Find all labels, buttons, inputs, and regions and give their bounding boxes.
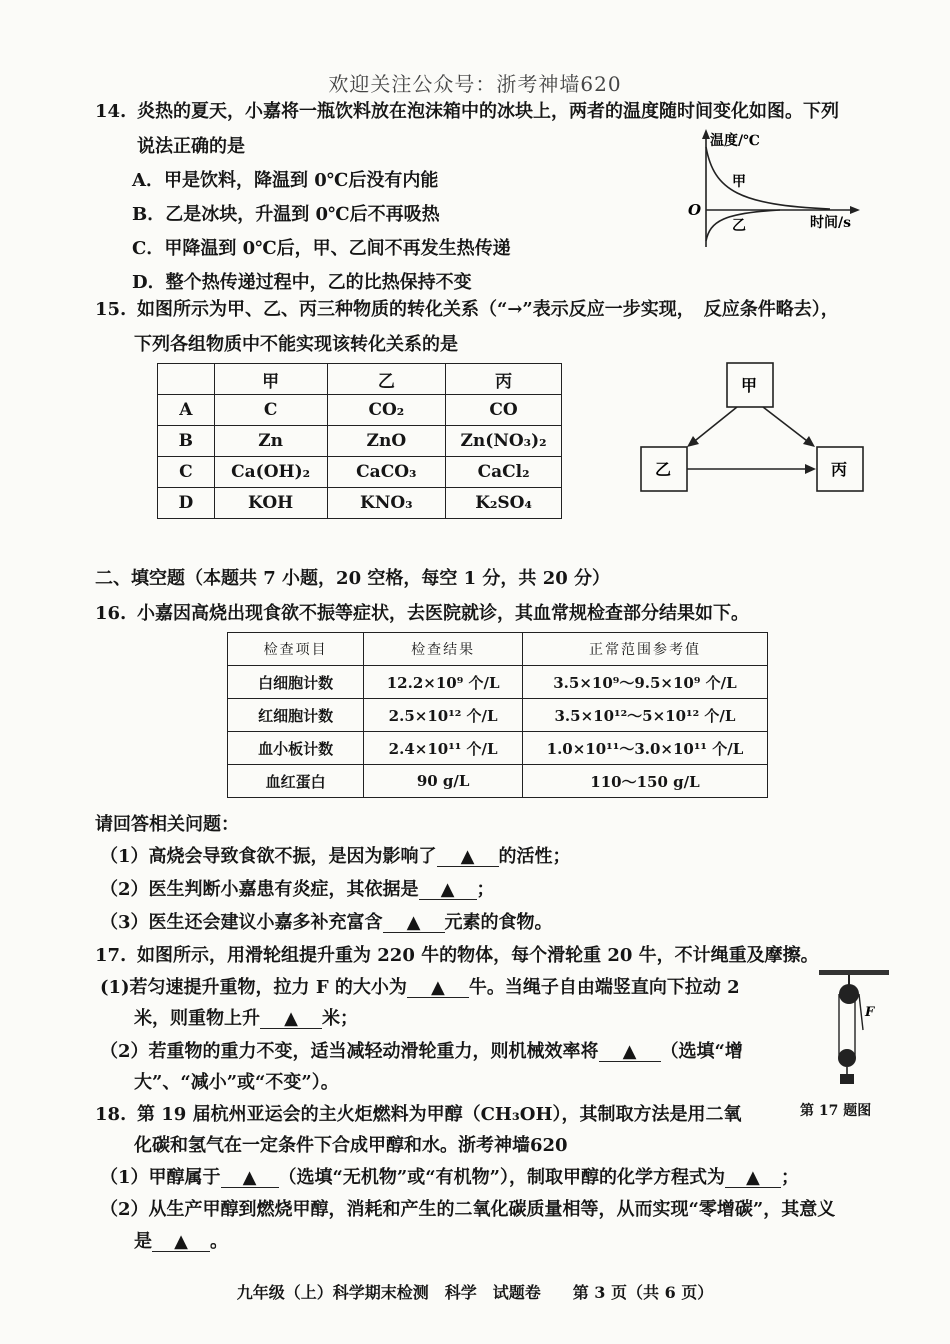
- table-cell: 血红蛋白: [228, 765, 364, 798]
- table-cell: 丙: [446, 364, 562, 395]
- table-cell: ZnO: [327, 426, 446, 457]
- q17-stem-line: [95, 941, 819, 967]
- table-row: [228, 732, 768, 765]
- q16-sub1-tail: 的活性；: [498, 846, 571, 867]
- x-axis-arrow: [850, 206, 860, 214]
- table-cell: 90 g/L: [364, 765, 523, 798]
- q17-pulley-figure: [815, 966, 895, 1092]
- table-cell: C: [214, 395, 327, 426]
- q18-sub2-line1: （2）从生产甲醇到燃烧甲醇，消耗和产生的二氧化碳质量相等，从而实现“零增碳”，其意义: [100, 1199, 836, 1220]
- q15-stem2: 下列各组物质中不能实现该转化关系的是: [134, 334, 458, 355]
- watermark: 欢迎关注公众号：浙考神墙620: [328, 72, 622, 96]
- q16-sub1: [100, 842, 571, 868]
- q17-sub1-text: (1)若匀速提升重物，拉力 F 的大小为: [100, 977, 407, 998]
- fixed-pulley: [839, 984, 859, 1004]
- weight: [840, 1074, 854, 1084]
- arrow-jia-to-bing: [763, 407, 811, 444]
- q15-stem1: 如图所示为甲、乙、丙三种物质的转化关系（“→”表示反应一步实现， 反应条件略去），: [137, 299, 839, 320]
- q17-sub1-line2: [134, 1004, 358, 1030]
- q14-option-a: A．甲是饮料，降温到 0℃后没有内能: [132, 170, 439, 191]
- table-cell: 1.0×10¹¹～3.0×10¹¹ 个/L: [522, 732, 767, 765]
- q16-blood-test-table: [227, 632, 768, 798]
- answer-blank[interactable]: ▲: [725, 1169, 781, 1188]
- table-row: [228, 699, 768, 732]
- y-axis-label: 温度/℃: [710, 133, 760, 149]
- origin-label: O: [688, 201, 702, 219]
- q16-stem-line: [95, 599, 749, 625]
- table-cell: Zn(NO₃)₂: [446, 426, 562, 457]
- q17-figure-caption: 第 17 题图: [800, 1103, 872, 1119]
- table-cell: 白细胞计数: [228, 666, 364, 699]
- table-cell: 检查项目: [228, 633, 364, 666]
- q17-sub2-line2: 大”、“减小”或“不变”）。: [134, 1072, 339, 1093]
- q18-sub1-text: （1）甲醇属于: [100, 1167, 221, 1188]
- curve-jia-label: 甲: [732, 174, 746, 190]
- q17-stem: 如图所示，用滑轮组提升重为 220 牛的物体，每个滑轮重 20 牛，不计绳重及摩擦。: [137, 945, 819, 966]
- table-cell: 血小板计数: [228, 732, 364, 765]
- q16-prompt: 请回答相关问题：: [95, 814, 239, 835]
- q17-sub2-line1: [100, 1037, 743, 1063]
- table-cell: 110～150 g/L: [522, 765, 767, 798]
- q16-sub2-text: （2）医生判断小嘉患有炎症，其依据是: [100, 879, 419, 900]
- x-axis-label: 时间/s: [810, 215, 851, 231]
- table-cell: 12.2×10⁹ 个/L: [364, 666, 523, 699]
- q15-stem-line1: [95, 295, 839, 321]
- table-cell: KOH: [214, 488, 327, 519]
- answer-blank[interactable]: ▲: [260, 1010, 322, 1029]
- table-cell: CO: [446, 395, 562, 426]
- table-cell: KNO₃: [327, 488, 446, 519]
- q16-sub3-tail: 元素的食物。: [444, 912, 553, 933]
- table-cell: CO₂: [327, 395, 446, 426]
- curve-jia: [706, 147, 830, 209]
- label-yi: 乙: [655, 460, 672, 479]
- q15-conversion-diagram: [636, 360, 866, 500]
- label-bing: 丙: [831, 460, 848, 479]
- answer-blank[interactable]: ▲: [221, 1169, 279, 1188]
- table-cell: Zn: [214, 426, 327, 457]
- answer-blank[interactable]: ▲: [599, 1043, 661, 1062]
- q14-option-d: D．整个热传递过程中，乙的比热保持不变: [132, 272, 472, 293]
- force-label: F: [865, 1005, 875, 1020]
- q18-stem2: 化碳和氢气在一定条件下合成甲醇和水。浙考神墙620: [134, 1135, 568, 1156]
- table-cell: D: [158, 488, 215, 519]
- q17-sub1-text2: 米，则重物上升: [134, 1008, 260, 1029]
- page-footer: 九年级（上）科学期末检测 科学 试题卷 第 3 页（共 6 页）: [236, 1283, 714, 1302]
- table-cell: Ca(OH)₂: [214, 457, 327, 488]
- table-row: [158, 426, 562, 457]
- q18-stem1: 第 19 届杭州亚运会的主火炬燃料为甲醇（CH₃OH），其制取方法是用二氧: [137, 1104, 742, 1125]
- arrowhead-jia-bing: [803, 436, 815, 447]
- q18-sub2-line2: [134, 1227, 228, 1253]
- q14-stem2: 说法正确的是: [137, 136, 245, 157]
- q18-sub1: [100, 1163, 799, 1189]
- table-cell: CaCO₃: [327, 457, 446, 488]
- table-cell: C: [158, 457, 215, 488]
- q15-table: [157, 363, 562, 519]
- q14-option-b: B．乙是冰块，升温到 0℃后不再吸热: [132, 204, 440, 225]
- q18-sub2-tail: 。: [210, 1231, 228, 1252]
- curve-yi-label: 乙: [732, 218, 746, 234]
- q17-number: 17.: [95, 945, 127, 966]
- answer-blank[interactable]: ▲: [407, 979, 469, 998]
- table-cell: 检查结果: [364, 633, 523, 666]
- q17-sub1-tail: 牛。当绳子自由端竖直向下拉动 2: [468, 977, 740, 998]
- q17-sub1-line1: [100, 973, 740, 999]
- table-row: [228, 666, 768, 699]
- q15-number: 15.: [95, 299, 127, 320]
- answer-blank[interactable]: ▲: [419, 881, 477, 900]
- q17-sub2-text: （2）若重物的重力不变，适当减轻动滑轮重力，则机械效率将: [100, 1041, 599, 1062]
- table-cell: [158, 364, 215, 395]
- rope-free-end: [859, 994, 863, 1030]
- table-cell: B: [158, 426, 215, 457]
- table-row: [158, 395, 562, 426]
- q16-sub2-tail: ；: [476, 879, 495, 900]
- table-cell: 甲: [214, 364, 327, 395]
- answer-blank[interactable]: ▲: [437, 848, 499, 867]
- answer-blank[interactable]: ▲: [152, 1233, 210, 1252]
- table-row: [158, 457, 562, 488]
- q16-sub1-text: （1）高烧会导致食欲不振，是因为影响了: [100, 846, 437, 867]
- q16-sub2: [100, 875, 495, 901]
- table-cell: CaCl₂: [446, 457, 562, 488]
- q14-number: 14.: [95, 101, 127, 122]
- ceiling: [819, 970, 889, 975]
- answer-blank[interactable]: ▲: [383, 914, 445, 933]
- table-cell: 红细胞计数: [228, 699, 364, 732]
- table-cell: 3.5×10⁹～9.5×10⁹ 个/L: [522, 666, 767, 699]
- q18-stem-line1: [95, 1100, 741, 1126]
- table-cell: 乙: [327, 364, 446, 395]
- q18-sub2-text: 是: [134, 1231, 152, 1252]
- q18-sub1-tail: ；: [780, 1167, 799, 1188]
- section-2-heading: 二、填空题（本题共 7 小题，20 空格，每空 1 分，共 20 分）: [95, 568, 611, 589]
- q14-stem-line1: [95, 97, 839, 123]
- table-row: [228, 765, 768, 798]
- label-jia: 甲: [741, 376, 758, 395]
- table-cell: K₂SO₄: [446, 488, 562, 519]
- arrowhead-yi-bing: [805, 464, 816, 474]
- q17-sub2-tail: （选填“增: [660, 1041, 743, 1062]
- q18-number: 18.: [95, 1104, 127, 1125]
- table-cell: A: [158, 395, 215, 426]
- q16-sub3: [100, 908, 553, 934]
- q18-sub1-mid: （选填“无机物”或“有机物”），制取甲醇的化学方程式为: [278, 1167, 725, 1188]
- q16-stem: 小嘉因高烧出现食欲不振等症状，去医院就诊，其血常规检查部分结果如下。: [137, 603, 749, 624]
- table-cell: 2.5×10¹² 个/L: [364, 699, 523, 732]
- q16-sub3-text: （3）医生还会建议小嘉多补充富含: [100, 912, 383, 933]
- q14-temperature-graph: [680, 125, 870, 255]
- arrow-jia-to-yi: [691, 407, 737, 444]
- q17-sub1-tail2: 米；: [322, 1008, 358, 1029]
- q14-option-c: C．甲降温到 0℃后，甲、乙间不再发生热传递: [132, 238, 511, 259]
- q14-stem1: 炎热的夏天，小嘉将一瓶饮料放在泡沫箱中的冰块上，两者的温度随时间变化如图。下列: [137, 101, 839, 122]
- table-cell: 正常范围参考值: [522, 633, 767, 666]
- table-cell: 3.5×10¹²～5×10¹² 个/L: [522, 699, 767, 732]
- table-row: [158, 488, 562, 519]
- table-header-row: [158, 364, 562, 395]
- table-cell: 2.4×10¹¹ 个/L: [364, 732, 523, 765]
- y-axis-arrow: [702, 129, 710, 139]
- movable-pulley: [838, 1049, 856, 1067]
- table-header-row: [228, 633, 768, 666]
- arrowhead-jia-yi: [687, 436, 699, 447]
- q16-number: 16.: [95, 603, 127, 624]
